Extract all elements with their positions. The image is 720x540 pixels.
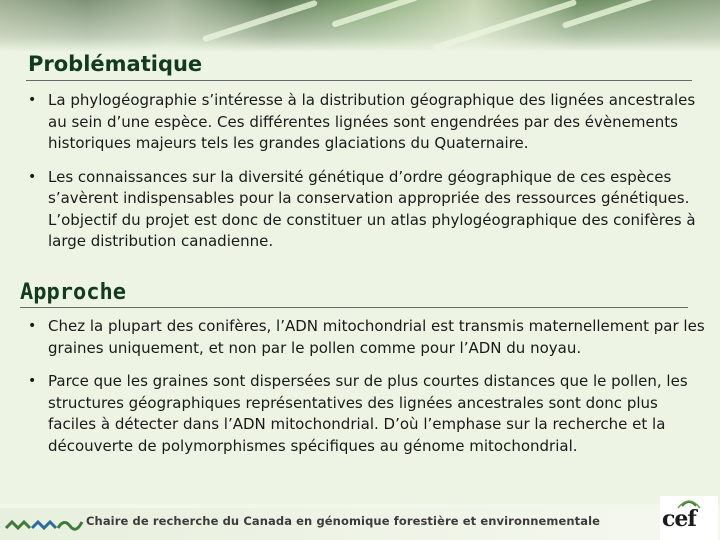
list-item	[26, 167, 708, 253]
section-title-approche: Approche	[20, 280, 126, 305]
bullet-text: Les connaissances sur la diversité génétique d’ordre géographique de ces espèces s’avèrent indispensables pour la conservation appropriée des ressources génétiques. L’objectif du projet est donc de constituer un atlas phylogéographique des conifères à large distribution canadienne.	[48, 167, 696, 250]
bullet-text: Chez la plupart des conifères, l’ADN mitochondrial est transmis maternellement par les graines uniquement, et non par le pollen comme pour l’ADN du noyau.	[48, 317, 705, 357]
header-banner-image	[0, 0, 720, 52]
section-divider	[20, 307, 688, 308]
bullet-icon: •	[28, 373, 37, 389]
footer-bar	[0, 504, 720, 540]
bullet-text: La phylogéographie s’intéresse à la distribution géographique des lignées ancestrales au sein d’une espèce. Ces différentes lignées sont engendrées par des évènements historiques majeurs tels les grandes glaciations du Quaternaire.	[48, 91, 696, 152]
bullet-text: Parce que les graines sont dispersées sur de plus courtes distances que le pollen, les structures géographiques représentatives des lignées ancestrales sont donc plus faciles à détecter dans l’ADN mitochondrial. D’où l’emphase sur la recherche et la découverte de polymorphismes spécifiques au génome mitochondrial.	[48, 372, 688, 455]
cef-logo-text: cef	[662, 506, 696, 532]
section-divider	[26, 80, 692, 81]
approche-list	[26, 316, 708, 469]
footer-chair-text: Chaire de recherche du Canada en génomique forestière et environnementale	[86, 514, 601, 528]
list-item	[26, 371, 708, 457]
bullet-icon: •	[28, 318, 37, 334]
section-title-problematique: Problématique	[28, 52, 203, 76]
problematique-list	[26, 90, 708, 265]
list-item	[26, 316, 708, 359]
waves-icon	[4, 510, 84, 536]
bullet-icon: •	[28, 92, 37, 108]
list-item	[26, 90, 708, 155]
bullet-icon: •	[28, 168, 37, 185]
